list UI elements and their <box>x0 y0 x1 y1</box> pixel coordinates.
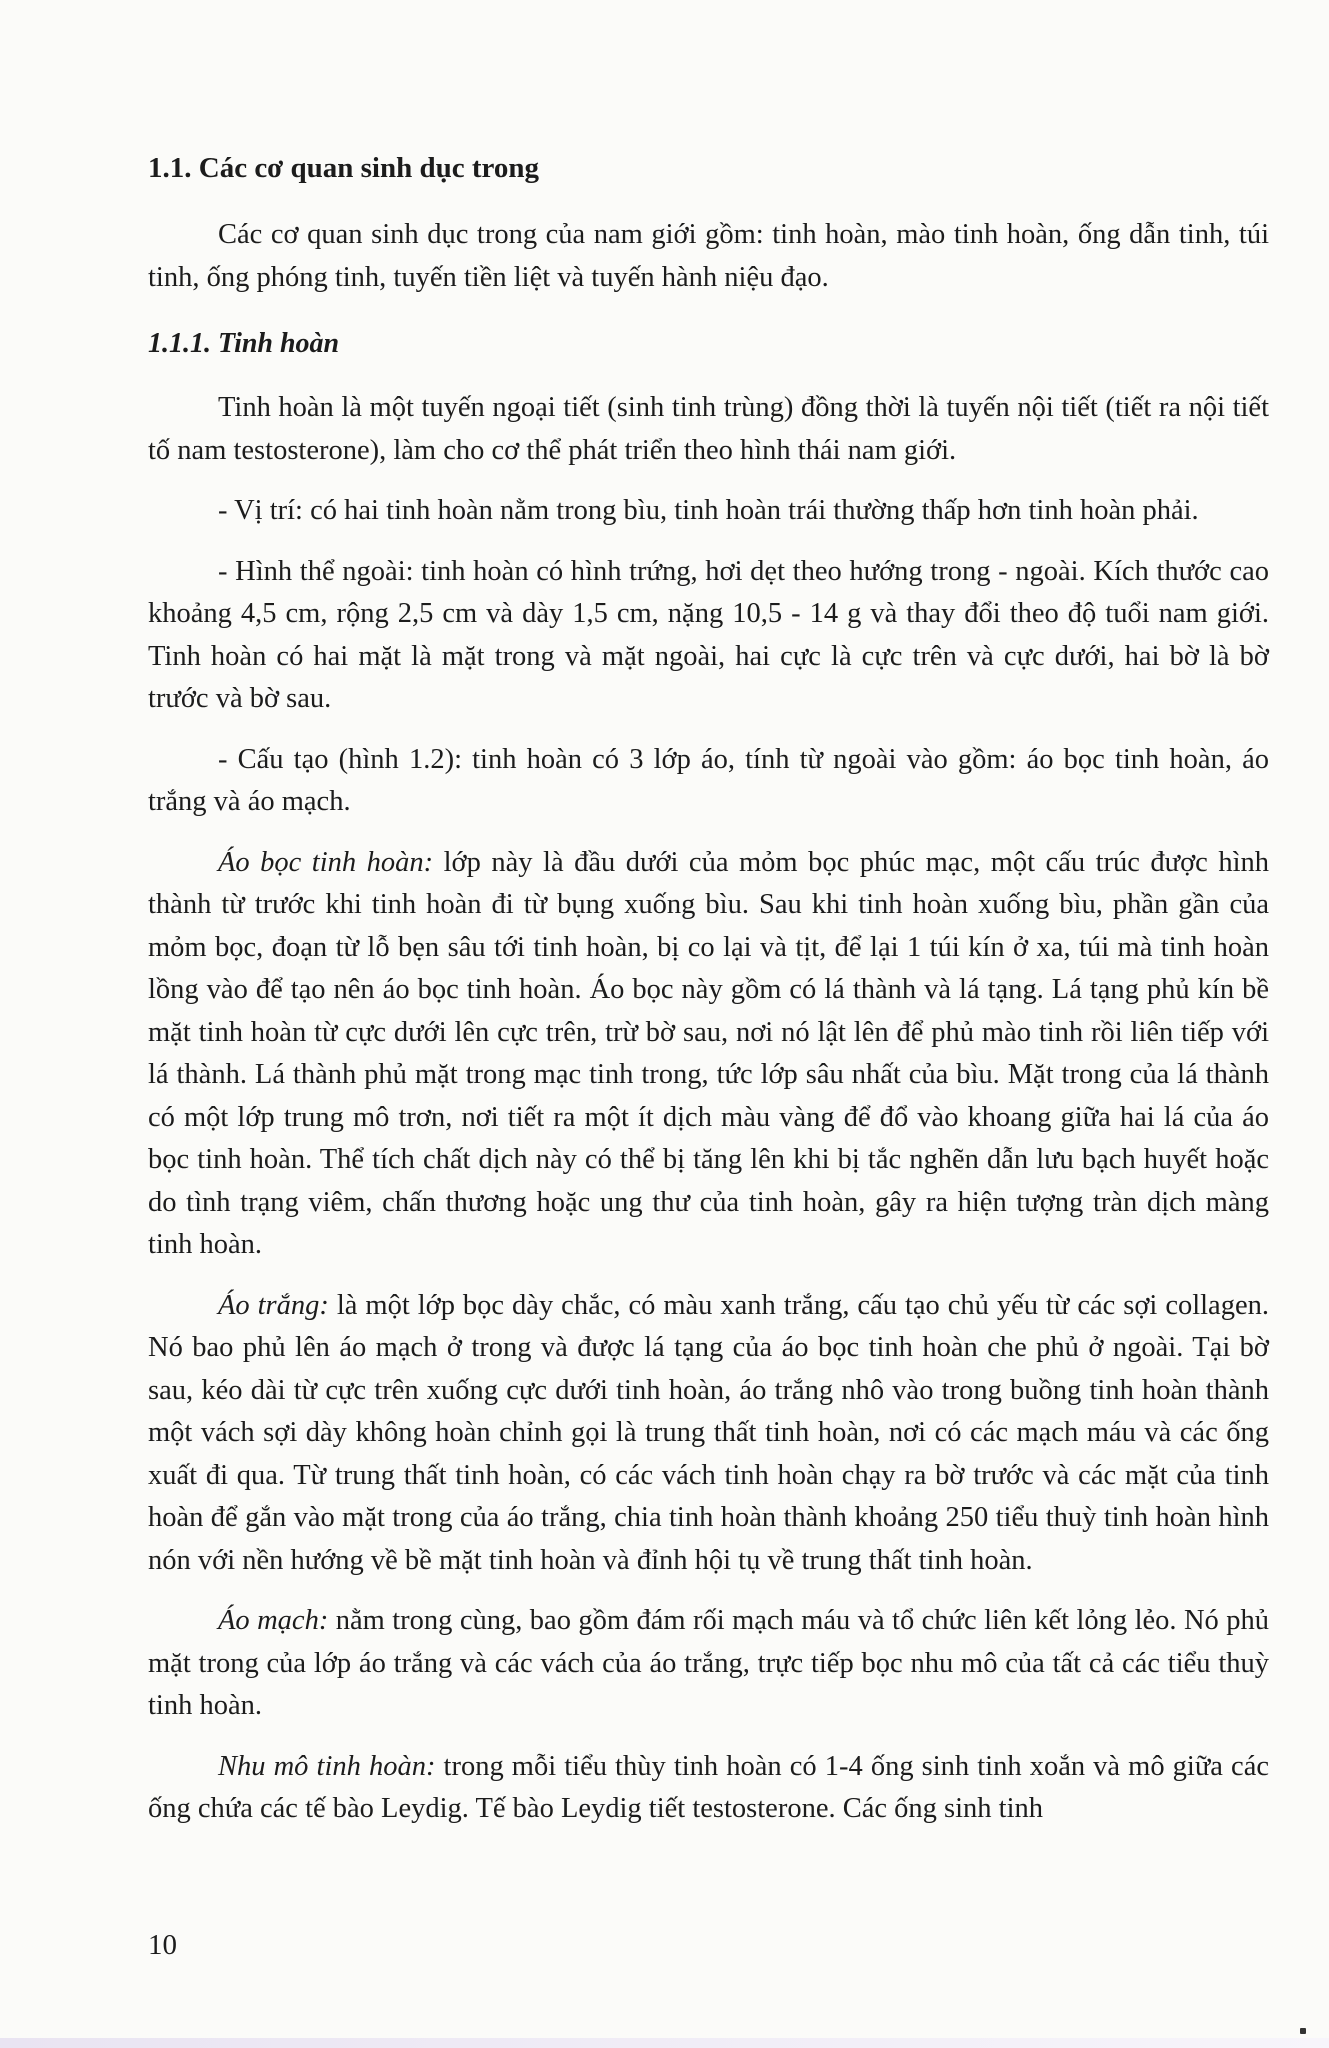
paragraph-parenchyma <box>148 1746 1269 1831</box>
page-number: 10 <box>148 1929 177 1961</box>
paragraph-tunica-vaginalis <box>148 842 1269 1267</box>
paragraph-definition: Tinh hoàn là một tuyến ngoại tiết (sinh tinh trùng) đồng thời là tuyến nội tiết (tiết ra nội tiết tố nam testosterone), làm cho cơ thể phát triển theo hình thái nam giới. <box>148 392 1269 466</box>
paragraph-external-shape: - Hình thể ngoài: tinh hoàn có hình trứng, hơi dẹt theo hướng trong - ngoài. Kích thước cao khoảng 4,5 cm, rộng 2,5 cm và dày 1,5 cm, nặng 10,5 - 14 g và thay đổi theo độ tuổi nam giới. Tinh hoàn có hai mặt là mặt trong và mặt ngoài, hai cực là cực trên và cực dưới, hai bờ là bờ trước và bờ sau. <box>148 555 1269 714</box>
term-text: là một lớp bọc dày chắc, có màu xanh trắng, cấu tạo chủ yếu từ các sợi collagen. Nó bao phủ lên áo mạch ở trong và được lá tạng của áo bọc tinh hoàn che phủ ở ngoài. Tại bờ sau, kéo dài từ cực trên xuống cực dưới tinh hoàn, áo trắng nhô vào trong buồng tinh hoàn thành một vách sợi dày không hoàn chỉnh gọi là trung thất tinh hoàn, nơi có các mạch máu và các ống xuất đi qua. Từ trung thất tinh hoàn, có các vách tinh hoàn chạy ra bờ trước và các mặt của tinh hoàn để gắn vào mặt trong của áo trắng, chia tinh hoàn thành khoảng 250 tiểu thuỳ tinh hoàn hình nón với nền hướng về bề mặt tinh hoàn và đỉnh hội tụ về trung thất tinh hoàn. <box>148 1289 1269 1576</box>
term-text: nằm trong cùng, bao gồm đám rối mạch máu và tổ chức liên kết lỏng lẻo. Nó phủ mặt trong của lớp áo trắng và các vách của áo trắng, trực tiếp bọc nhu mô của tất cả các tiểu thuỳ tinh hoàn. <box>148 1605 1269 1721</box>
term-label: Áo bọc tinh hoàn: <box>218 846 434 878</box>
paragraph-tunica-vasculosa <box>148 1600 1269 1728</box>
section-intro: Các cơ quan sinh dục trong của nam giới gồm: tinh hoàn, mào tinh hoàn, ống dẫn tinh, túi tinh, ống phóng tinh, tuyến tiền liệt và tuyến hành niệu đạo. <box>148 219 1269 293</box>
subsection-heading: 1.1.1. Tinh hoàn <box>148 328 340 359</box>
term-label: Áo mạch: <box>218 1605 329 1636</box>
term-label: Nhu mô tinh hoàn: <box>218 1750 436 1782</box>
scan-speck <box>1300 2028 1306 2034</box>
section-heading: 1.1. Các cơ quan sinh dục trong <box>148 152 539 184</box>
paragraph-structure: - Cấu tạo (hình 1.2): tinh hoàn có 3 lớp áo, tính từ ngoài vào gồm: áo bọc tinh hoàn, áo trắng và áo mạch. <box>148 743 1269 817</box>
term-text: trong mỗi tiểu thùy tinh hoàn có 1-4 ống sinh tinh xoắn và mô giữa các ống chứa các tế bào Leydig. Tế bào Leydig tiết testosterone. Các ống sinh tinh <box>148 1750 1269 1824</box>
page-content <box>148 148 1269 1831</box>
term-label: Áo trắng: <box>218 1289 329 1321</box>
term-text: lớp này là đầu dưới của mỏm bọc phúc mạc, một cấu trúc được hình thành từ trước khi tinh hoàn đi từ bụng xuống bìu. Sau khi tinh hoàn xuống bìu, phần gần của mỏm bọc, đoạn từ lỗ bẹn sâu tới tinh hoàn, bị co lại và tịt, để lại 1 túi kín ở xa, túi mà tinh hoàn lồng vào để tạo nên áo bọc tinh hoàn. Áo bọc này gồm có lá thành và lá tạng. Lá tạng phủ kín bề mặt tinh hoàn từ cực dưới lên cực trên, trừ bờ sau, nơi nó lật lên để phủ mào tinh rồi liên tiếp với lá thành. Lá thành phủ mặt trong mạc tinh trong, tức lớp sâu nhất của bìu. Mặt trong của lá thành có một lớp trung mô trơn, nơi tiết ra một ít dịch màu vàng để đổ vào khoang giữa hai lá của áo bọc tinh hoàn. Thể tích chất dịch này có thể bị tăng lên khi bị tắc nghẽn dẫn lưu bạch huyết hoặc do tình trạng viêm, chấn thương hoặc ung thư của tinh hoàn, gây ra hiện tượng tràn dịch màng tinh hoàn. <box>148 846 1269 1260</box>
paragraph-position: - Vị trí: có hai tinh hoàn nằm trong bìu, tinh hoàn trái thường thấp hơn tinh hoàn phải. <box>218 495 1199 526</box>
paragraph-tunica-albuginea <box>148 1285 1269 1583</box>
scan-edge-tint <box>0 2038 1329 2048</box>
